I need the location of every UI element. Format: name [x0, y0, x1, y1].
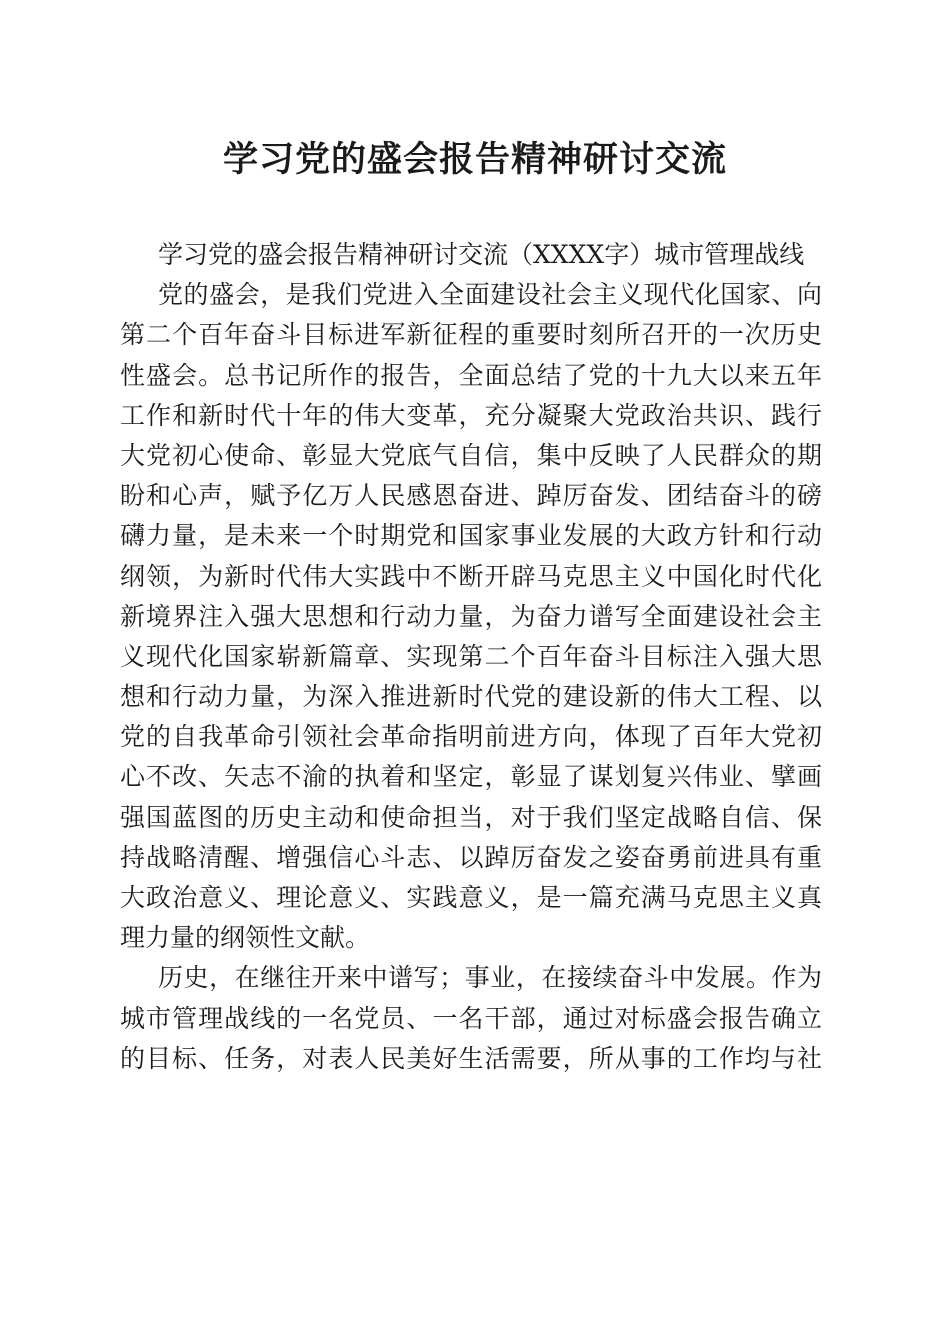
document-subtitle: 学习党的盛会报告精神研讨交流（XXXX字）城市管理战线 — [158, 240, 805, 269]
paragraph-line: 党的自我革命引领社会革命指明前进方向，体现了百年大党初 — [120, 722, 822, 752]
paragraph-line: 城市管理战线的一名党员、一名干部，通过对标盛会报告确立 — [120, 1003, 822, 1033]
paragraph-line: 纲领，为新时代伟大实践中不断开辟马克思主义中国化时代化 — [120, 561, 822, 591]
paragraph-line: 心不改、矢志不渝的执着和坚定，彰显了谋划复兴伟业、擘画 — [120, 762, 822, 792]
document-title: 学习党的盛会报告精神研讨交流 — [222, 139, 727, 180]
paragraph-line: 大党初心使命、彰显大党底气自信，集中反映了人民群众的期 — [120, 440, 822, 470]
paragraph-line: 工作和新时代十年的伟大变革，充分凝聚大党政治共识、践行 — [120, 400, 822, 430]
paragraph-line: 想和行动力量，为深入推进新时代党的建设新的伟大工程、以 — [120, 682, 822, 712]
paragraph-line: 的目标、任务，对表人民美好生活需要，所从事的工作均与社 — [120, 1043, 822, 1073]
paragraph-line: 理力量的纲领性文献。 — [120, 923, 371, 953]
paragraph-line: 强国蓝图的历史主动和使命担当，对于我们坚定战略自信、保 — [120, 802, 822, 832]
document-body — [120, 235, 822, 1079]
paragraph-line: 新境界注入强大思想和行动力量，为奋力谱写全面建设社会主 — [120, 601, 822, 631]
paragraph-line: 性盛会。总书记所作的报告，全面总结了党的十九大以来五年 — [120, 360, 822, 390]
paragraph-line: 党的盛会，是我们党进入全面建设社会主义现代化国家、向 — [158, 280, 822, 310]
paragraph-line: 盼和心声，赋予亿万人民感恩奋进、踔厉奋发、团结奋斗的磅 — [120, 481, 822, 511]
paragraph-line: 持战略清醒、增强信心斗志、以踔厉奋发之姿奋勇前进具有重 — [120, 842, 822, 872]
paragraph-line: 第二个百年奋斗目标进军新征程的重要时刻所召开的一次历史 — [120, 320, 822, 350]
paragraph-line: 义现代化国家崭新篇章、实现第二个百年奋斗目标注入强大思 — [120, 641, 822, 671]
paragraph-line: 礴力量，是未来一个时期党和国家事业发展的大政方针和行动 — [120, 521, 822, 551]
paragraph-line: 大政治意义、理论意义、实践意义，是一篇充满马克思主义真 — [120, 883, 822, 912]
paragraph-2 — [120, 958, 822, 1079]
paragraph-1 — [120, 275, 822, 958]
paragraph-line: 历史，在继往开来中谱写；事业，在接续奋斗中发展。作为 — [158, 963, 822, 993]
